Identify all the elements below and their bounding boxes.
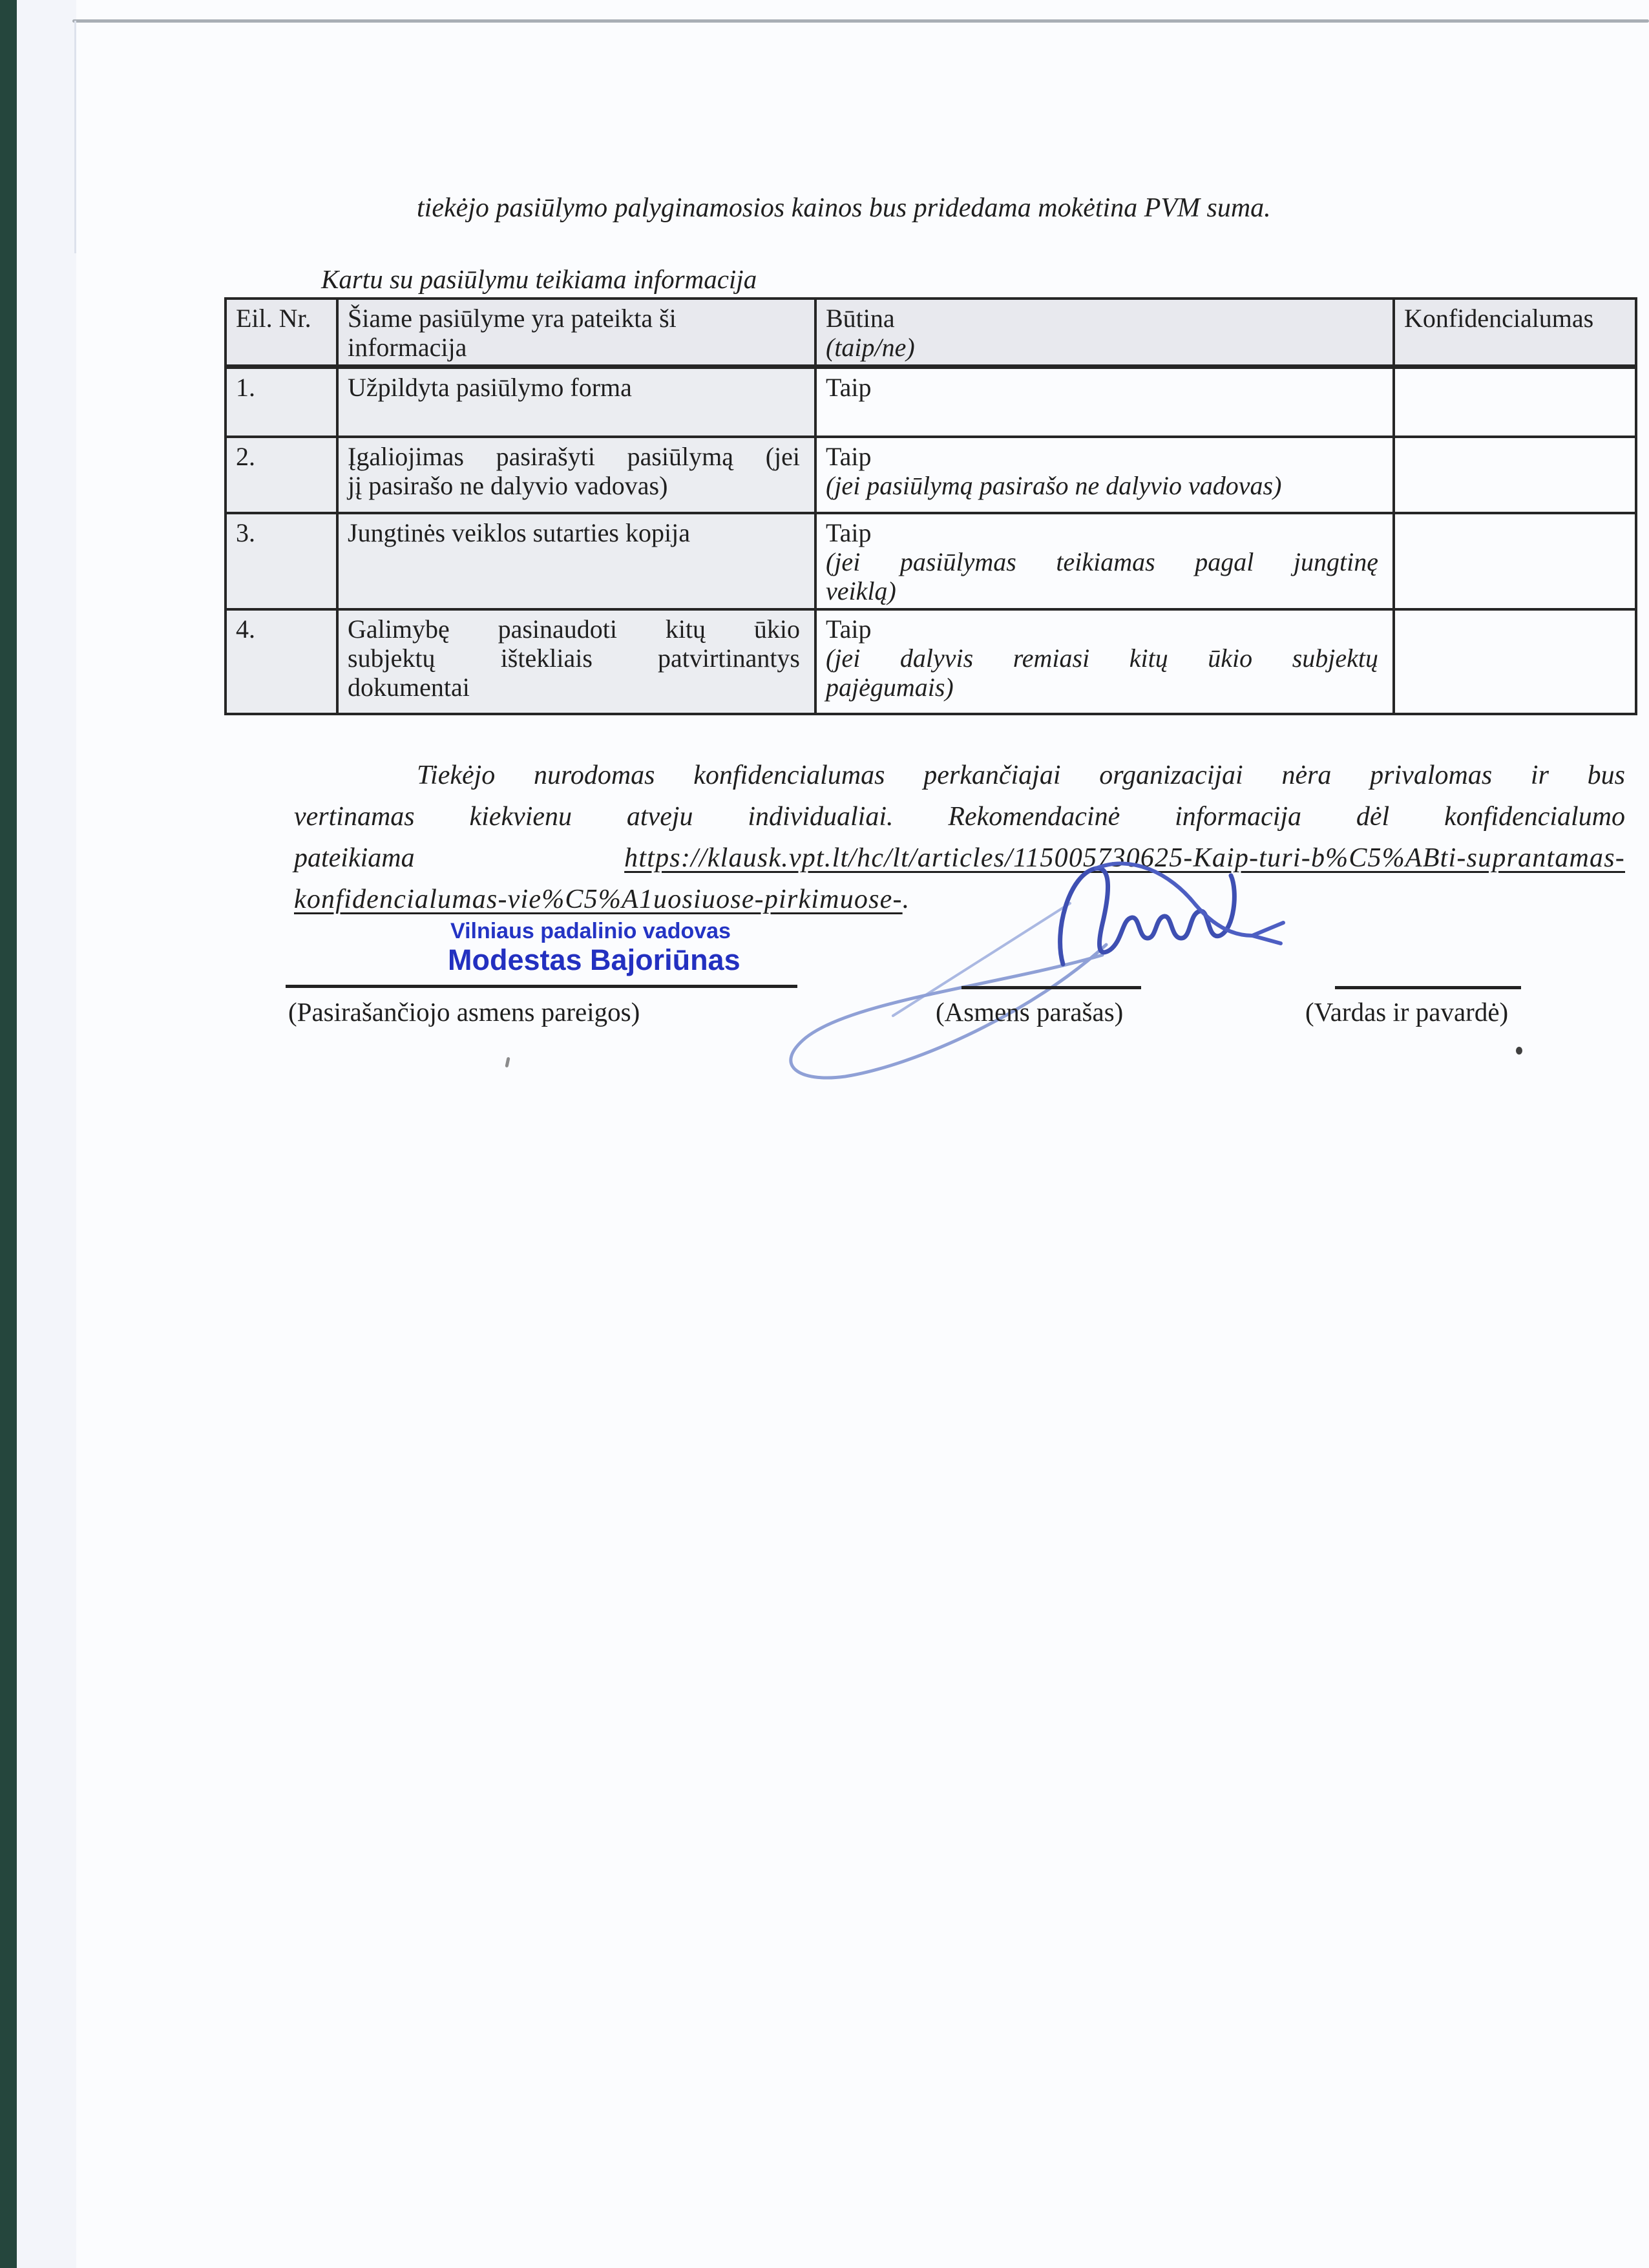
signature-line — [1335, 986, 1521, 989]
paragraph-line: vertinamas kiekvienu atveju individualiai. Rekomendacinė informacija dėl konfidencialumo — [294, 802, 1625, 832]
butina-cell — [815, 367, 1394, 437]
table-caption: Kartu su pasiūlymu teikiama informacija — [321, 264, 757, 294]
paragraph-line: Tiekėjo nurodomas konfidencialumas perkančiajai organizacijai nėra privalomas ir bus — [417, 761, 1625, 790]
page-top-shadow — [72, 19, 1649, 23]
butina-subtitle: (taip/ne) — [826, 333, 915, 362]
info-line: Užpildyta pasiūlymo forma — [348, 373, 632, 402]
konfidencialumas-cell — [1394, 367, 1636, 437]
info-cell — [337, 513, 815, 609]
info-line: Įgaliojimas pasirašyti pasiūlymą (jei — [348, 441, 800, 471]
signature-label-name: (Vardas ir pavardė) — [1305, 997, 1509, 1027]
intro-text: tiekėjo pasiūlymo palyginamosios kainos bus pridedama mokėtina PVM suma. — [417, 193, 1271, 223]
name-stamp-position: Vilniaus padalinio vadovas — [450, 919, 731, 943]
butina-value: Taip — [826, 614, 872, 644]
header-info-line: Šiame pasiūlyme yra pateikta ši — [348, 304, 677, 333]
signature-line — [286, 985, 797, 988]
butina-cell — [815, 609, 1394, 714]
butina-value: Taip — [826, 373, 872, 402]
butina-note: (jei pasiūlymą pasirašo ne dalyvio vadovas) — [826, 470, 1282, 500]
header-cell-butina — [815, 299, 1394, 367]
info-line: subjektų ištekliais patvirtinantys — [348, 643, 800, 673]
table-row — [226, 437, 1636, 513]
scan-gutter — [17, 0, 76, 2268]
butina-note: pajėgumais) — [826, 672, 954, 702]
konfidencialumas-cell — [1394, 609, 1636, 714]
row-number: 4. — [226, 609, 337, 714]
handwritten-signature — [737, 846, 1318, 1105]
ink-dot — [1516, 1047, 1522, 1055]
info-cell — [337, 367, 815, 437]
table-row — [226, 367, 1636, 437]
info-line: Jungtinės veiklos sutarties kopija — [348, 518, 690, 547]
page-left-edge — [74, 21, 76, 253]
table-row — [226, 513, 1636, 609]
table-row — [226, 609, 1636, 714]
scan-edge-strip — [0, 0, 17, 2268]
row-number: 3. — [226, 513, 337, 609]
header-cell-info — [337, 299, 815, 367]
header-info-line: informacija — [348, 333, 467, 362]
paragraph-word: . — [902, 885, 910, 914]
paragraph-word: pateikiama — [294, 843, 415, 873]
info-line: dokumentai — [348, 672, 470, 702]
butina-value: Taip — [826, 441, 872, 471]
row-number: 2. — [226, 437, 337, 513]
butina-title: Būtina — [826, 304, 895, 333]
info-line: jį pasirašo ne dalyvio vadovas) — [348, 470, 668, 500]
info-cell — [337, 609, 815, 714]
signature-line — [961, 986, 1141, 989]
url-link[interactable]: konfidencialumas-vie%C5%A1uosiuose-pirkimuose- — [294, 885, 903, 914]
attachments-table — [224, 297, 1637, 715]
row-number: 1. — [226, 367, 337, 437]
butina-note: veiklą) — [826, 576, 896, 605]
butina-cell — [815, 437, 1394, 513]
butina-cell — [815, 513, 1394, 609]
signature-label-signature: (Asmens parašas) — [936, 997, 1124, 1027]
butina-note: (jei pasiūlymas teikiamas pagal jungtinę — [826, 547, 1378, 576]
info-line: Galimybę pasinaudoti kitų ūkio — [348, 614, 800, 644]
butina-note: (jei dalyvis remiasi kitų ūkio subjektų — [826, 643, 1378, 673]
table-header-row — [226, 299, 1636, 367]
url-link[interactable]: https://klausk.vpt.lt/hc/lt/articles/115005730625-Kaip-turi-b%C5%ABti-suprantamas- — [624, 843, 1625, 873]
signature-label-position: (Pasirašančiojo asmens pareigos) — [288, 997, 640, 1027]
butina-value: Taip — [826, 518, 872, 547]
info-cell — [337, 437, 815, 513]
ink-mark — [505, 1057, 510, 1068]
konfidencialumas-cell — [1394, 513, 1636, 609]
name-stamp-name: Modestas Bajoriūnas — [448, 943, 740, 976]
header-cell-konfidencialumas: Konfidencialumas — [1394, 299, 1636, 367]
header-cell-nr: Eil. Nr. — [226, 299, 337, 367]
konfidencialumas-cell — [1394, 437, 1636, 513]
